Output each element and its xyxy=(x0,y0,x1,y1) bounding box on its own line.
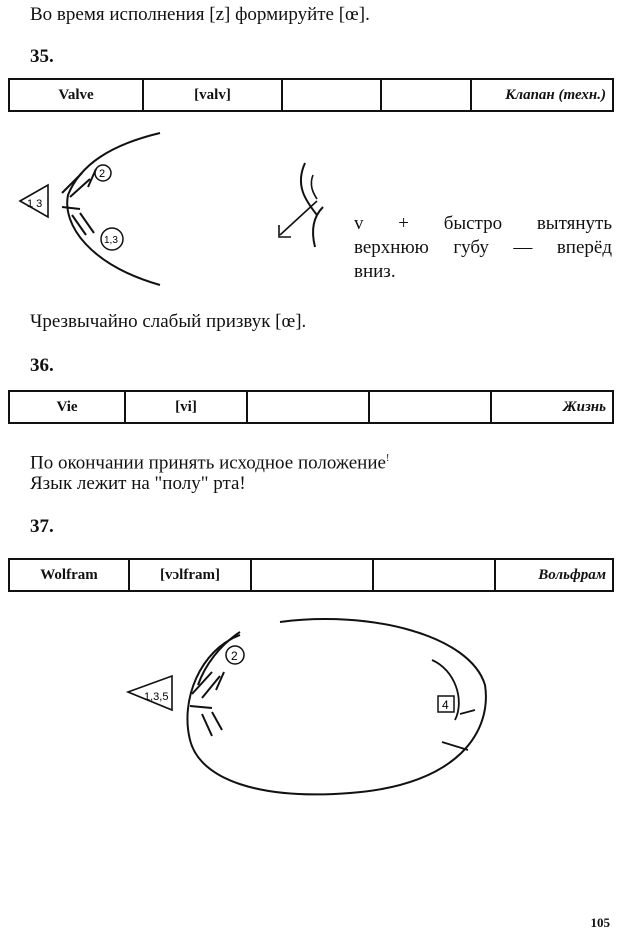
empty-cell xyxy=(369,391,491,423)
empty-cell xyxy=(251,559,373,591)
exercise-35-note: Чрезвычайно слабый призвук [œ]. xyxy=(30,311,307,332)
page-number: 105 xyxy=(590,915,610,930)
empty-cell xyxy=(247,391,369,423)
empty-cell xyxy=(381,79,471,111)
translation-cell: Жизнь xyxy=(491,391,613,423)
intro-text: Во время исполнения [z] формируйте [œ]. xyxy=(30,4,370,25)
instruction-line: вниз. xyxy=(354,261,396,282)
diagram-label: 2 xyxy=(99,168,106,180)
instruction-line: v + быстро вытянуть xyxy=(354,213,612,234)
exercise-36-note-2: Язык лежит на "полу" рта! xyxy=(30,473,246,494)
word-cell: Wolfram xyxy=(9,559,129,591)
empty-cell xyxy=(373,559,495,591)
table-row xyxy=(9,391,613,423)
exercise-36-number: 36. xyxy=(30,355,54,376)
note-text: По окончании принять исходное положение xyxy=(30,452,386,474)
exercise-37-number: 37. xyxy=(30,516,54,537)
exercise-36-table xyxy=(8,390,614,424)
articulation-diagram-37 xyxy=(120,610,510,810)
transcription-cell: [vɔlfram] xyxy=(129,559,251,591)
exercise-35-number: 35. xyxy=(30,46,54,67)
word-cell: Valve xyxy=(9,79,143,111)
lip-movement-diagram xyxy=(265,155,335,255)
diagram-label: 4 xyxy=(442,698,449,712)
note-mark: ! xyxy=(385,453,390,464)
diagram-label: 1,3,5 xyxy=(144,691,169,703)
diagram-label: 2 xyxy=(231,649,238,663)
transcription-cell: [valv] xyxy=(143,79,282,111)
transcription-cell: [vi] xyxy=(125,391,247,423)
exercise-37-table xyxy=(8,558,614,592)
table-row xyxy=(9,559,613,591)
empty-cell xyxy=(282,79,381,111)
translation-cell: Клапан (техн.) xyxy=(471,79,613,111)
table-row xyxy=(9,79,613,111)
diagram-label: 1 3 xyxy=(27,198,43,210)
instruction-line: верхнюю губу — вперёд xyxy=(354,237,612,258)
diagram-label: 1,3 xyxy=(104,235,118,246)
word-cell: Vie xyxy=(9,391,125,423)
articulation-diagram-35 xyxy=(10,125,200,295)
exercise-35-instruction xyxy=(354,212,612,284)
exercise-35-table xyxy=(8,78,614,112)
translation-cell: Вольфрам xyxy=(495,559,613,591)
